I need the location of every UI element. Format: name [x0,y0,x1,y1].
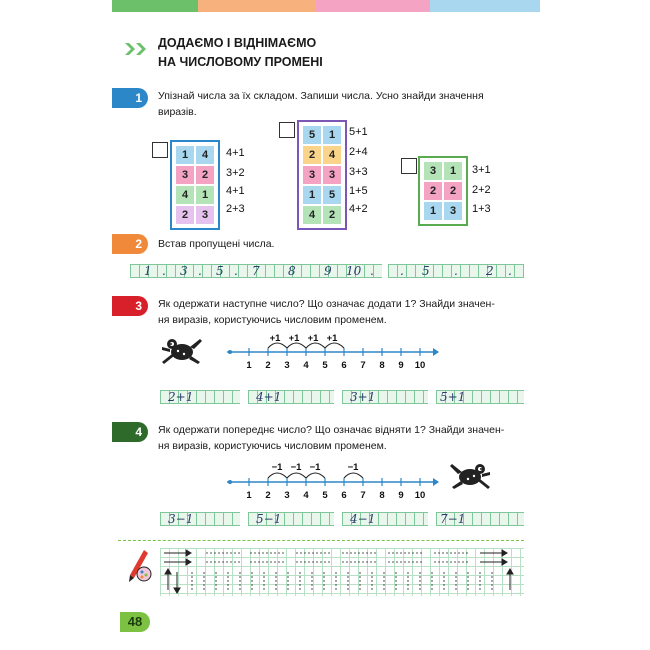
tick-label: 2 [265,490,271,501]
card-cell: 1 [196,186,214,204]
tick-label: 9 [398,360,404,371]
tick-label: 10 [414,360,426,371]
expression: 5+1 [440,390,466,404]
task-3-text-line-1: Як одержати наступне число? Що означає додати 1? Знайди значен- [158,298,495,310]
double-chevron-icon [124,42,150,56]
hop-label: −1 [290,462,302,473]
tick-label: 3 [284,490,290,501]
hop-label: −1 [309,462,321,473]
card-cell: 3 [424,162,442,180]
seq-value: 1 [144,264,152,278]
tick-label: 8 [379,490,385,501]
task-3-text [158,296,538,328]
seq-value: . [162,264,166,278]
expression: 2+1 [168,390,194,404]
tick-label: 4 [303,360,309,371]
task-4-badge: 4 [112,422,148,442]
seq-value: . [454,264,458,278]
page-number: 48 [120,612,150,632]
tick-label: 3 [284,360,290,371]
card-cell: 1 [303,186,321,204]
frog-icon [160,335,204,367]
card-cell: 2 [303,146,321,164]
hop-label: +1 [326,333,338,344]
tick-label: 9 [398,490,404,501]
tick-label: 5 [322,490,328,501]
seq-value: 7 [252,264,260,278]
seq-value: 5 [216,264,224,278]
task-3-badge: 3 [112,296,148,316]
card-cell: 5 [323,186,341,204]
seq-value: . [508,264,512,278]
card-cell: 1 [444,162,462,180]
task-1-badge: 1 [112,88,148,108]
expression: 4+1 [226,147,245,159]
answer-checkbox-1[interactable] [152,142,168,158]
card-cell: 2 [424,182,442,200]
task-3-text-line-2: ня виразів, користуючись числовим променем. [158,314,387,326]
task-4-text-line-2: ня виразів, користуючись числовим променем. [158,440,387,452]
tick-label: 8 [379,360,385,371]
title-line-1: ДОДАЄМО І ВІДНІМАЄМО [158,36,317,50]
expression: 7−1 [440,512,466,526]
number-card-group-3 [418,156,468,226]
tick-label: 2 [265,360,271,371]
expression: 5−1 [256,512,282,526]
tick-label: 5 [322,360,328,371]
seq-value: . [370,264,374,278]
pencil-icon [124,548,154,584]
expression: 3+1 [472,164,491,176]
tick-label: 7 [360,490,366,501]
card-cell: 5 [303,126,321,144]
expression: 4+2 [349,203,368,215]
divider [118,540,524,541]
top-bar-blue [430,0,540,12]
tick-label: 4 [303,490,309,501]
seq-value: 3 [180,264,188,278]
seq-value: . [198,264,202,278]
task-1-text-line-1: Упізнай числа за їх складом. Запиши числа. Усно знайди значення [158,90,484,102]
card-cell: 3 [323,166,341,184]
card-cell: 3 [303,166,321,184]
card-cell: 4 [303,206,321,224]
seq-value: 5 [422,264,430,278]
expression: 3+1 [350,390,376,404]
card-cell: 1 [424,202,442,220]
tick-label: 6 [341,360,347,371]
seq-value: 10 [346,264,362,278]
answer-checkbox-2[interactable] [279,122,295,138]
expression: 1+3 [472,203,491,215]
tick-label: 7 [360,360,366,371]
card-cell: 3 [444,202,462,220]
expression: 3+3 [349,166,368,178]
top-bar-green [112,0,198,12]
task-1-text-line-2: виразів. [158,106,197,118]
task-1-text [158,88,538,120]
title-line-2: НА ЧИСЛОВОМУ ПРОМЕНІ [158,55,323,69]
task-2-badge: 2 [112,234,148,254]
answer-checkbox-3[interactable] [401,158,417,174]
page-title [158,34,378,72]
card-cell: 4 [176,186,194,204]
expression: 2+2 [472,184,491,196]
hop-label: +1 [307,333,319,344]
task-4-text-line-1: Як одержати попереднє число? Що означає відняти 1? Знайди значен- [158,424,505,436]
card-cell: 4 [196,146,214,164]
writing-arrows [160,548,524,596]
number-card-group-2 [297,120,347,230]
task-4-text [158,422,538,454]
expression: 4−1 [350,512,376,526]
hop-label: +1 [269,333,281,344]
seq-value: 9 [324,264,332,278]
seq-value: 8 [288,264,296,278]
expression: 1+5 [349,185,368,197]
seq-value: 2 [486,264,494,278]
hop-label: +1 [288,333,300,344]
tick-label: 1 [246,490,252,501]
top-bar-pink [316,0,430,12]
task-2-text: Встав пропущені числа. [158,238,275,250]
tick-label: 10 [414,490,426,501]
card-cell: 3 [196,206,214,224]
hop-label: −1 [347,462,359,473]
expression: 2+3 [226,203,245,215]
expression: 4+1 [256,390,282,404]
card-cell: 1 [323,126,341,144]
seq-value: . [234,264,238,278]
expression: 3+2 [226,167,245,179]
top-bar-orange [198,0,316,12]
hop-label: −1 [271,462,283,473]
expression: 2+4 [349,146,368,158]
number-card-group-1 [170,140,220,230]
expression: 4+1 [226,185,245,197]
card-cell: 2 [176,206,194,224]
tick-label: 1 [246,360,252,371]
expression: 5+1 [349,126,368,138]
card-cell: 2 [323,206,341,224]
card-cell: 2 [444,182,462,200]
card-cell: 4 [323,146,341,164]
seq-value: . [400,264,404,278]
card-cell: 2 [196,166,214,184]
card-cell: 1 [176,146,194,164]
frog-icon [448,460,492,492]
card-cell: 3 [176,166,194,184]
tick-label: 6 [341,490,347,501]
expression: 3−1 [168,512,194,526]
